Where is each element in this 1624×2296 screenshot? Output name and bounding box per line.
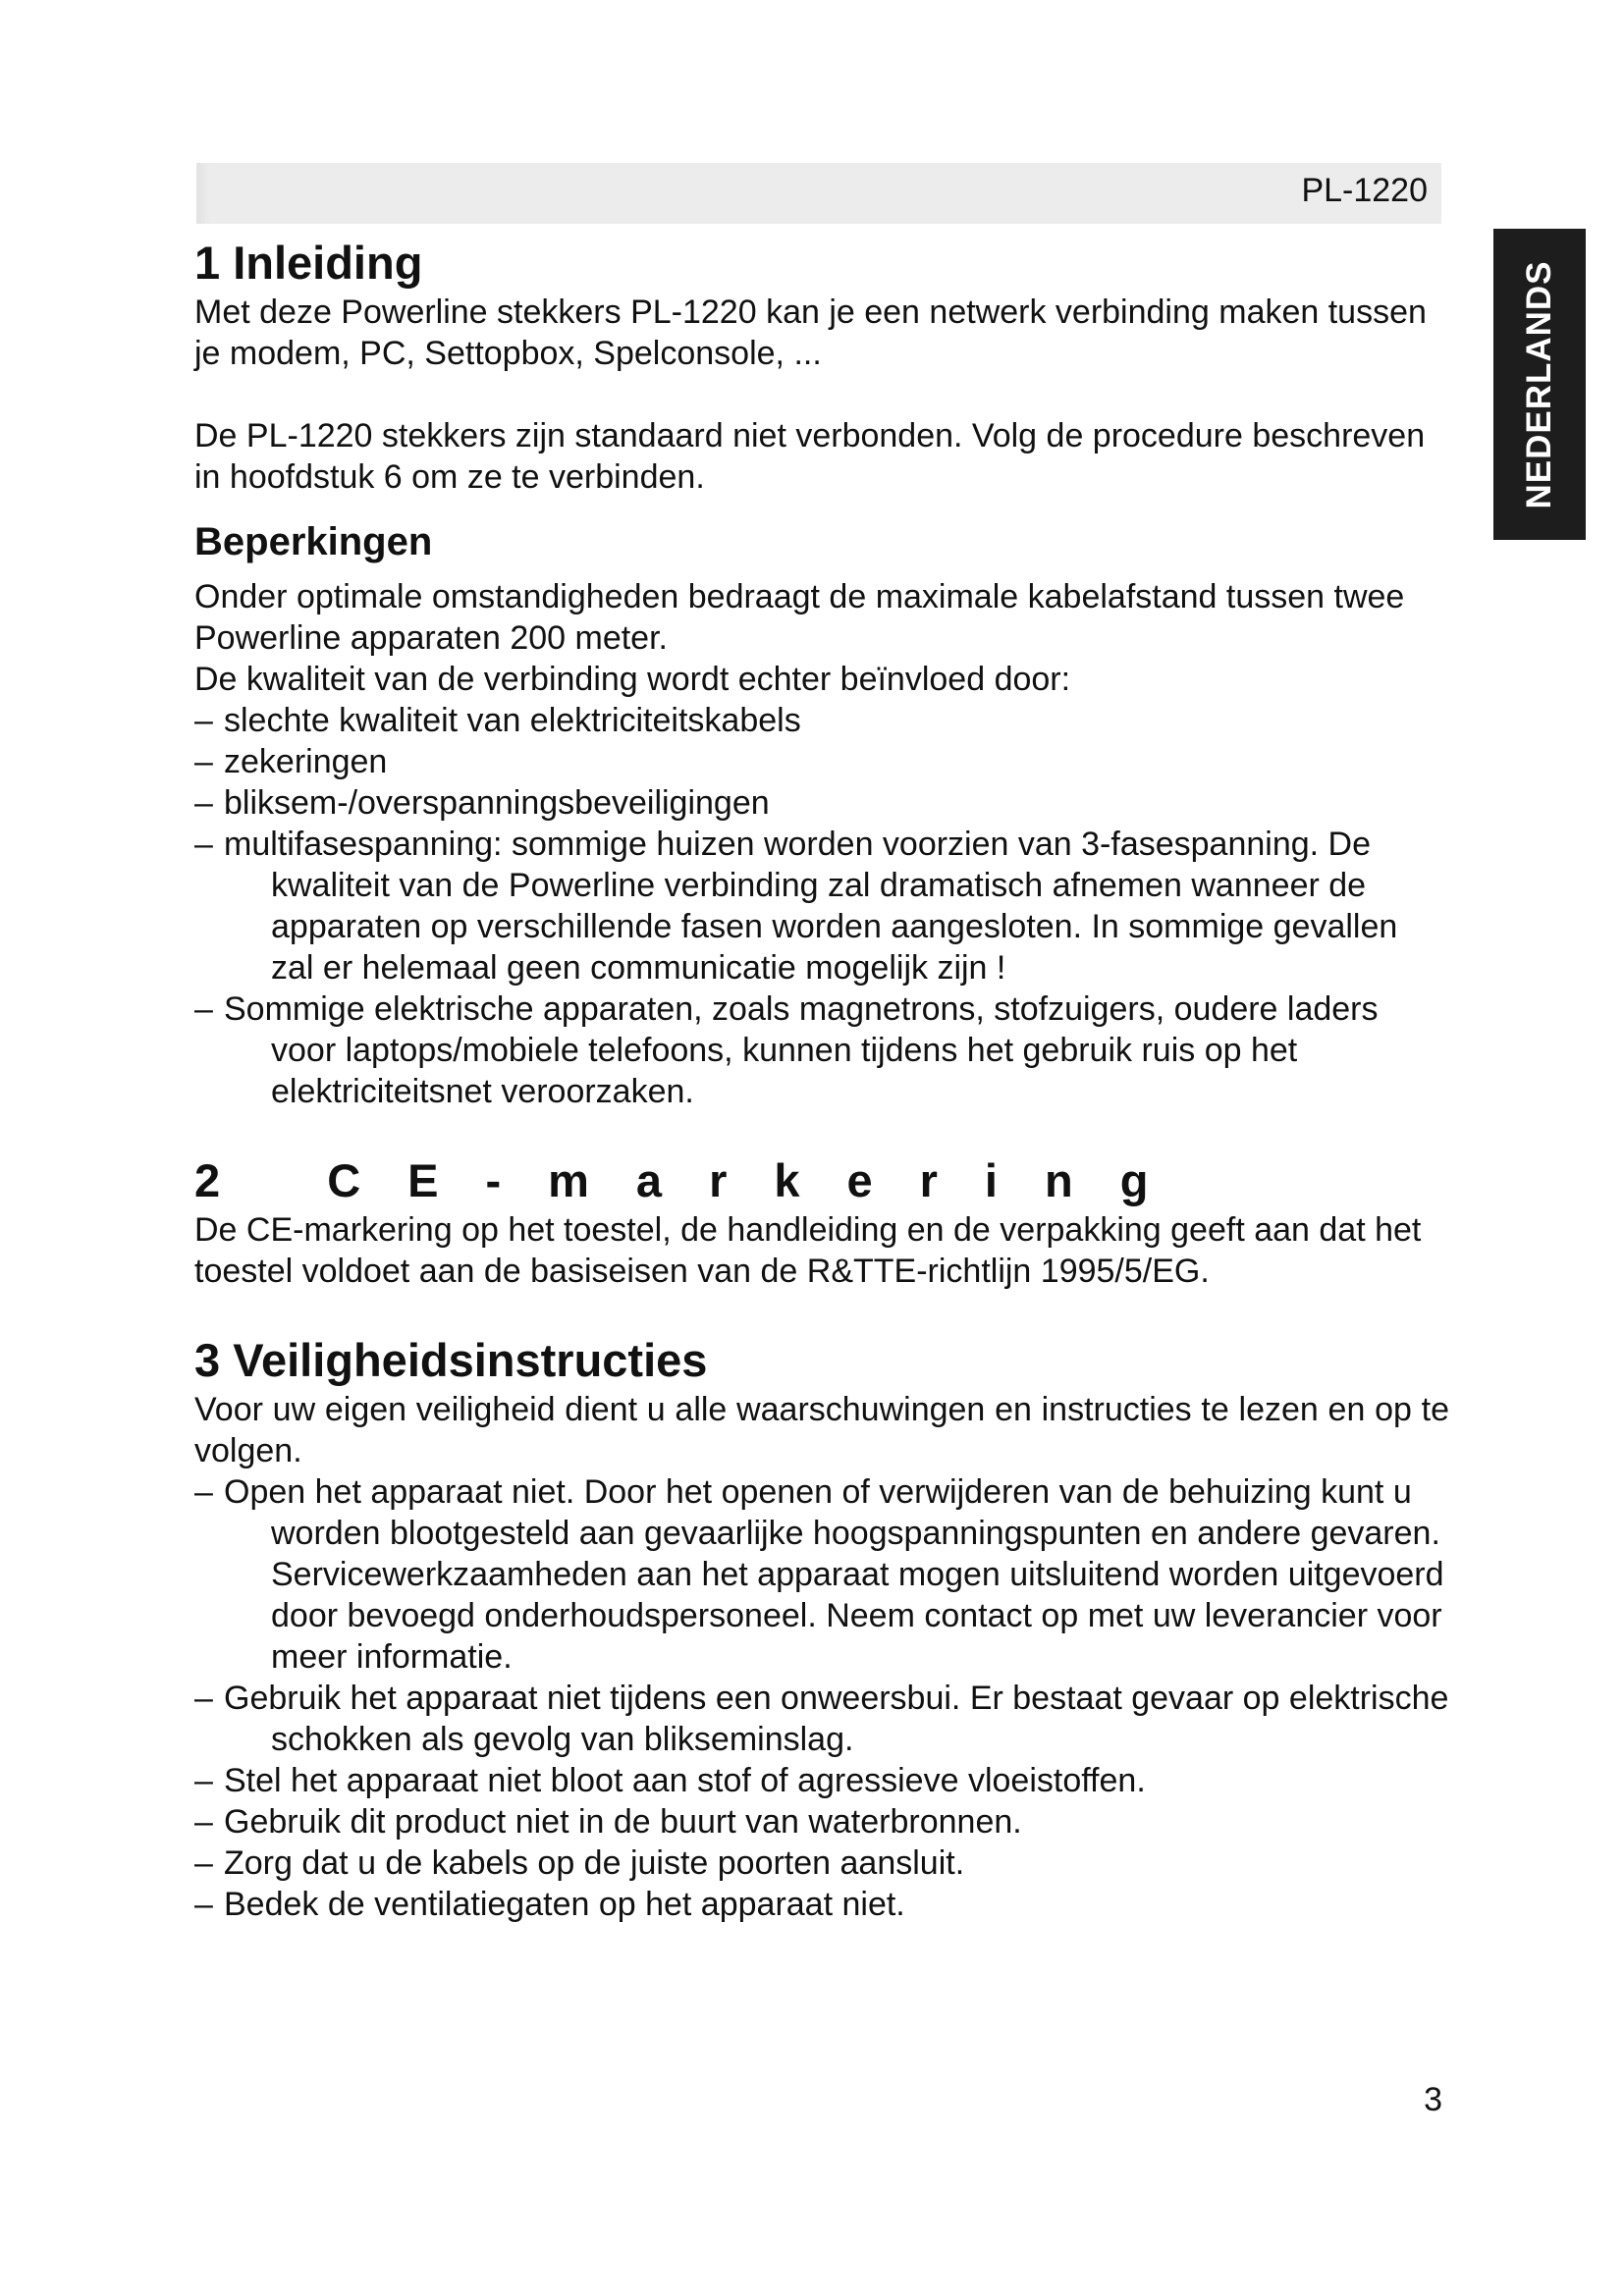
section-ce-title: 2 CE-markering (194, 1154, 1196, 1206)
limitations-list (194, 700, 1449, 1112)
language-tab (1493, 229, 1586, 540)
limitations-paragraph-2: De kwaliteit van de verbinding wordt echter beïnvloed door: (194, 661, 1071, 698)
section-intro-title: 1 Inleiding (194, 237, 423, 289)
list-item: – Open het apparaat niet. Door het openen of verwijderen van de behuizing kunt u worden blootgesteld aan gevaarlijke hoogspanningspunten en andere gevaren. Servicewerkzaamheden aan het apparaat mogen uitsluitend worden uitgevoerd door bevoegd onderhoudspersoneel. Neem contact op met uw leverancier voor meer informatie. (194, 1473, 1444, 1676)
intro-paragraph-2: De PL-1220 stekkers zijn standaard niet verbonden. Volg de procedure beschreven in hoofdstuk 6 om ze te verbinden. (194, 417, 1426, 496)
list-item: – Zorg dat u de kabels op de juiste poorten aansluit. (194, 1844, 965, 1882)
list-item: – Gebruik het apparaat niet tijdens een onweersbui. Er bestaat gevaar op elektrische schokken als gevolg van blikseminslag. (194, 1680, 1449, 1758)
language-tab-label: NEDERLANDS (1520, 259, 1558, 509)
list-item: – bliksem-/overspanningsbeveiligingen (194, 784, 770, 822)
page-number: 3 (1424, 2081, 1442, 2118)
list-item: – Bedek de ventilatiegaten op het apparaat niet. (194, 1886, 905, 1923)
safety-list (194, 1471, 1449, 1925)
list-item: – Sommige elektrische apparaten, zoals magnetrons, stofzuigers, oudere laders voor laptops/mobiele telefoons, kunnen tijdens het gebruik ruis op het elektriciteitsnet veroorzaken. (194, 990, 1379, 1110)
section-safety-title: 3 Veiligheidsinstructies (194, 1334, 708, 1386)
list-item: – zekeringen (194, 743, 388, 780)
list-item: – multifasespanning: sommige huizen worden voorzien van 3-fasespanning. De kwaliteit van de Powerline verbinding zal dramatisch afnemen wanneer de apparaten op verschillende fasen worden aangesloten. In sommige gevallen zal er helemaal geen communicatie mogelijk zijn ! (194, 826, 1398, 987)
intro-paragraph-1: Met deze Powerline stekkers PL-1220 kan je een netwerk verbinding maken tussen je modem, PC, Settopbox, Spelconsole, ... (194, 294, 1427, 372)
ce-paragraph: De CE-markering op het toestel, de handleiding en de verpakking geeft aan dat het toestel voldoet aan de basiseisen van de R&TTE-richtlijn 1995/5/EG. (194, 1211, 1422, 1290)
list-item: – Stel het apparaat niet bloot aan stof of agressieve vloeistoffen. (194, 1762, 1146, 1799)
header-model-number: PL-1220 (1301, 172, 1428, 209)
list-item: – Gebruik dit product niet in de buurt van waterbronnen. (194, 1803, 1022, 1841)
page-content (194, 236, 1449, 1925)
safety-paragraph: Voor uw eigen veiligheid dient u alle waarschuwingen en instructies te lezen en op te volgen. (194, 1391, 1449, 1469)
limitations-title: Beperkingen (194, 520, 433, 563)
list-item: – slechte kwaliteit van elektriciteitskabels (194, 702, 801, 739)
limitations-paragraph-1: Onder optimale omstandigheden bedraagt de maximale kabelafstand tussen twee Powerline apparaten 200 meter. (194, 578, 1405, 657)
header-bar (196, 163, 1441, 224)
